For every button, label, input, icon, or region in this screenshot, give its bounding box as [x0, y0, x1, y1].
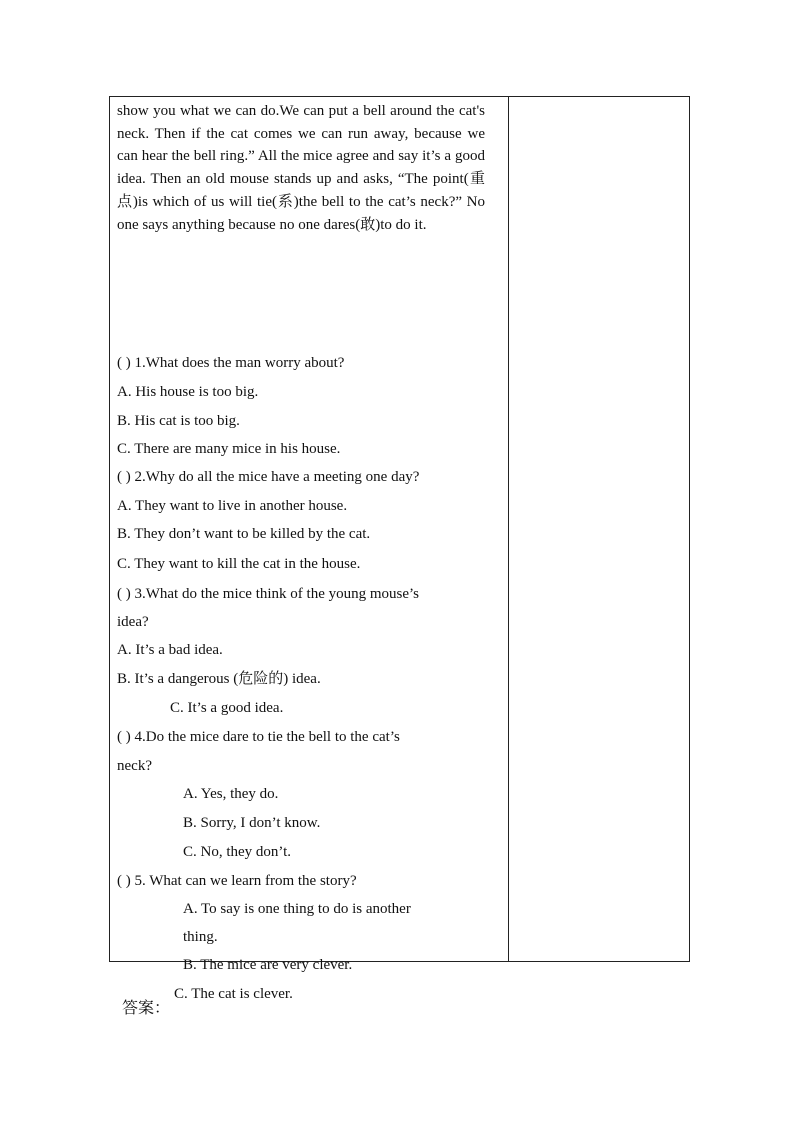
answer-label: 答案：	[122, 998, 171, 1017]
question-1-option-b: B. His cat is too big.	[117, 413, 240, 429]
question-2-option-c: C. They want to kill the cat in the house.	[117, 556, 361, 572]
question-4-option-c: C. No, they don’t.	[183, 844, 292, 860]
question-1-option-a: A. His house is too big.	[117, 384, 259, 400]
question-3-option-a: A. It’s a bad idea.	[117, 642, 223, 658]
question-5-option-c: C. The cat is clever.	[174, 986, 293, 1002]
question-4-stem-line2: neck?	[117, 758, 152, 774]
question-3-option-c: C. It’s a good idea.	[170, 700, 284, 716]
question-cell	[110, 97, 508, 1002]
question-1-stem: ( ) 1.What does the man worry about?	[117, 355, 345, 371]
worksheet-table	[109, 96, 690, 1002]
question-2-option-a: A. They want to live in another house.	[117, 498, 348, 514]
notes-cell	[509, 97, 689, 961]
question-3-stem-line2: idea?	[117, 614, 149, 630]
question-4-option-b: B. Sorry, I don’t know.	[183, 815, 321, 831]
story-passage: show you what we can do.We can put a bell around the cat's neck. Then if the cat comes we can run away, because we can hear the bell ring.” All the mice agree and say it’s a good idea. Then an old mouse stands up and asks, “The point(重点)is which of us will tie(系)the bell to the cat’s neck?” No one says anything because no one dares(敢)to do it.	[117, 103, 485, 233]
question-2-option-b: B. They don’t want to be killed by the cat.	[117, 526, 371, 542]
question-2-stem: ( ) 2.Why do all the mice have a meeting one day?	[117, 469, 420, 485]
question-5-option-a-line1: A. To say is one thing to do is another	[183, 901, 411, 917]
question-4-option-a: A. Yes, they do.	[183, 786, 279, 802]
question-5-option-a-line2: thing.	[183, 929, 218, 945]
question-5-option-b: B. The mice are very clever.	[183, 957, 353, 973]
question-4-stem-line1: ( ) 4.Do the mice dare to tie the bell to the cat’s	[117, 729, 400, 745]
question-3-stem-line1: ( ) 3.What do the mice think of the young mouse’s	[117, 586, 420, 602]
question-1-option-c: C. There are many mice in his house.	[117, 441, 341, 457]
question-5-stem: ( ) 5. What can we learn from the story?	[117, 873, 357, 889]
question-3-option-b: B. It’s a dangerous (危险的) idea.	[117, 671, 321, 687]
